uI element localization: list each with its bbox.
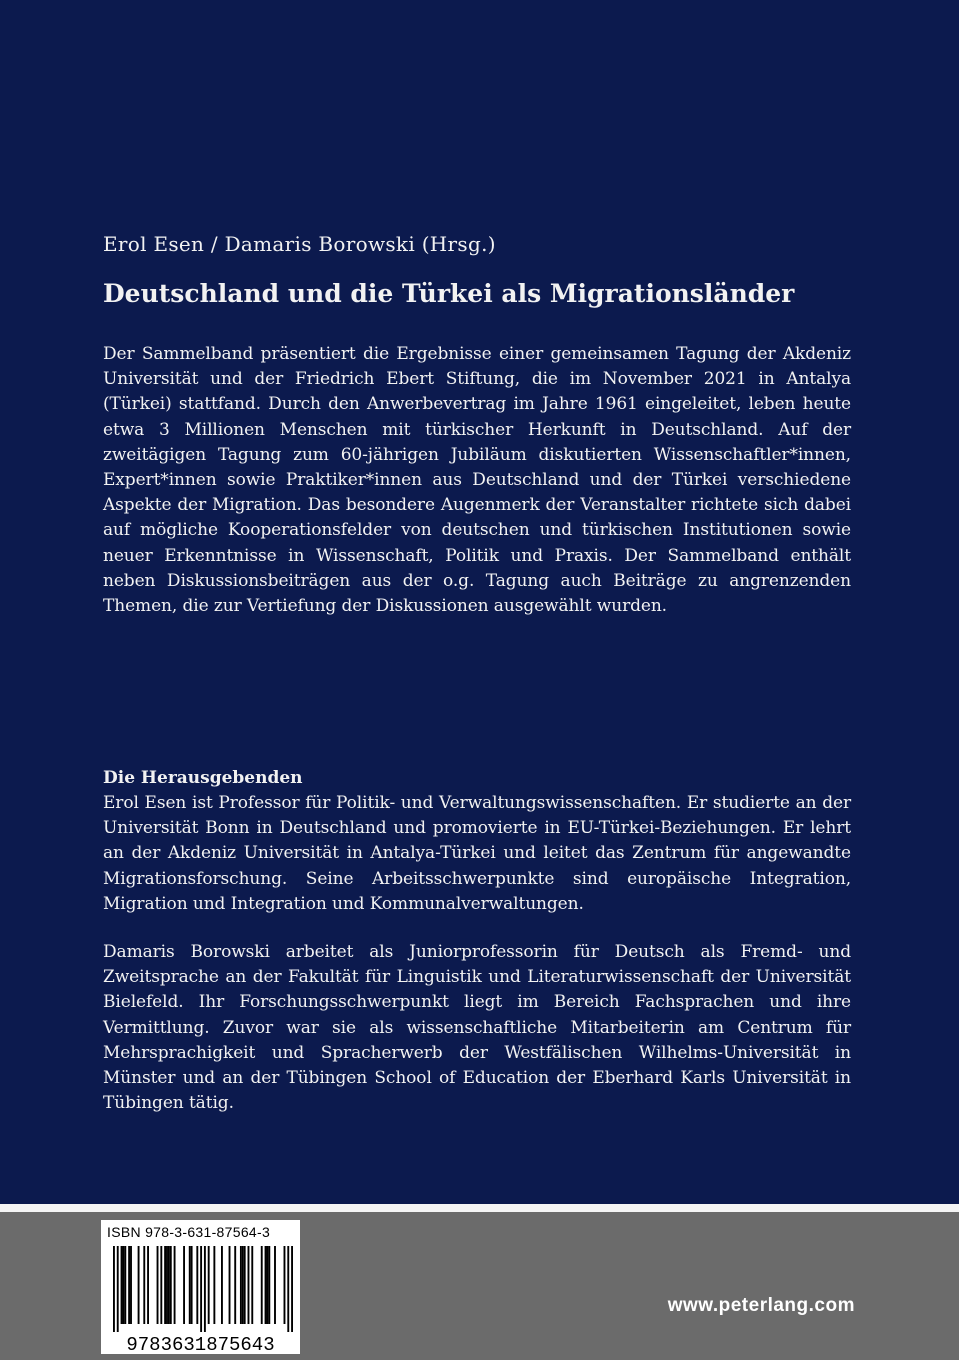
barcode-bar <box>117 1246 119 1332</box>
book-description: Der Sammelband präsentiert die Ergebnisse einer gemeinsamen Tagung der Akdeniz Universität und der Friedrich Ebert Stiftung, die im November 2021 in Antalya (Türkei) stattfand. Durch den Anwerbevertrag im Jahre 1961 eingeleitet, leben heute etwa 3 Millionen Menschen mit türkischer Herkunft in Deutschland. Auf der zweitägigen Tagung zum 60-jährigen Jubiläum diskutierten Wissenschaftler*innen, Expert*innen sowie Praktiker*innen aus Deutschland und der Türkei verschiedene Aspekte der Migration. Das besondere Augenmerk der Veranstalter richtete sich dabei auf mögliche Kooperationsfelder von deutschen und türkischen Institutionen sowie neuer Erkenntnisse in Wissenschaft, Politik und Praxis. Der Sammelband enthält neben Diskussionsbeiträgen aus der o.g. Tagung auch Beiträge zu angrenzenden Themen, die zur Vertiefung der Diskussionen ausgewählt wurden. <box>103 344 851 617</box>
barcode-bar <box>191 1246 193 1324</box>
barcode-bar <box>122 1246 124 1324</box>
barcode-digits: 9783631875643 <box>126 1334 275 1354</box>
barcode-bar <box>244 1246 246 1324</box>
barcode-bar <box>261 1246 263 1324</box>
barcode-bar <box>200 1246 202 1332</box>
barcode-bar <box>160 1246 162 1324</box>
barcode-bar <box>266 1246 268 1324</box>
barcode-bar <box>166 1246 168 1324</box>
barcode-bar <box>183 1246 185 1324</box>
isbn-label: ISBN 978-3-631-87564-3 <box>107 1224 271 1240</box>
footer-divider <box>0 1204 959 1212</box>
barcode-bar <box>113 1246 115 1332</box>
barcode-bar <box>124 1246 126 1324</box>
editor-bio-borowski: Damaris Borowski arbeitet als Juniorprofessorin für Deutsch als Fremd- und Zweitsprache an der Fakultät für Linguistik und Literaturwissenschaft der Universität Bielefeld. Ihr Forschungsschwerpunkt liegt im Bereich Fachsprachen und ihre Vermittlung. Zuvor war sie als wissenschaftliche Mitarbeiterin am Centrum für Mehrsprachigkeit und Spracherwerb der Westfälischen Wilhelms-Universität in Münster und an der Tübingen School of Education der Eberhard Karls Universität in Tübingen tätig. <box>103 942 851 1114</box>
barcode-bar <box>268 1246 270 1324</box>
book-title: Deutschland und die Türkei als Migrationsländer <box>103 279 795 308</box>
barcode-bar <box>196 1246 198 1324</box>
barcode-bar <box>143 1246 145 1324</box>
barcode-bar <box>128 1246 130 1324</box>
barcode-bar <box>213 1246 215 1324</box>
barcode-bar <box>147 1246 149 1324</box>
barcode-bar <box>168 1246 170 1324</box>
barcode-bar <box>164 1246 166 1324</box>
barcode-bar <box>170 1246 172 1324</box>
barcode-bar <box>248 1246 250 1324</box>
barcode-bar <box>157 1246 159 1324</box>
barcode-bar <box>204 1246 206 1332</box>
barcode-bar <box>265 1246 267 1324</box>
isbn-barcode <box>101 1242 300 1354</box>
barcode-bar <box>251 1246 253 1324</box>
publisher-website[interactable]: www.peterlang.com <box>667 1295 855 1316</box>
editor-bio-esen: Erol Esen ist Professor für Politik- und Verwaltungswissenschaften. Er studierte an der Universität Bonn in Deutschland und promovierte in EU-Türkei-Beziehungen. Er lehrt an der Akdeniz Universität in Antalya-Türkei und leitet das Zentrum für angewandte Migrationsforschung. Seine Arbeitsschwerpunkte sind europäische Integration, Migration und Integration und Kommunalverwaltungen. <box>103 793 851 914</box>
barcode-bar <box>284 1246 286 1324</box>
barcode-bar <box>287 1246 289 1332</box>
barcode-bar <box>221 1246 223 1324</box>
barcode-bar <box>229 1246 231 1324</box>
barcode-bar <box>234 1246 236 1324</box>
barcode-bar <box>121 1246 123 1324</box>
barcode-bar <box>130 1246 132 1324</box>
barcode-bar <box>240 1246 242 1324</box>
barcode-panel <box>101 1220 300 1354</box>
editors-heading: Die Herausgebenden <box>103 768 303 788</box>
editors-line: Erol Esen / Damaris Borowski (Hrsg.) <box>103 232 496 256</box>
barcode-bar <box>208 1246 210 1324</box>
barcode-bar <box>138 1246 140 1324</box>
barcode-bar <box>291 1246 293 1332</box>
barcode-bar <box>274 1246 276 1324</box>
barcode-bar <box>174 1246 176 1324</box>
barcode-bar <box>189 1246 191 1324</box>
barcode-bar <box>242 1246 244 1324</box>
